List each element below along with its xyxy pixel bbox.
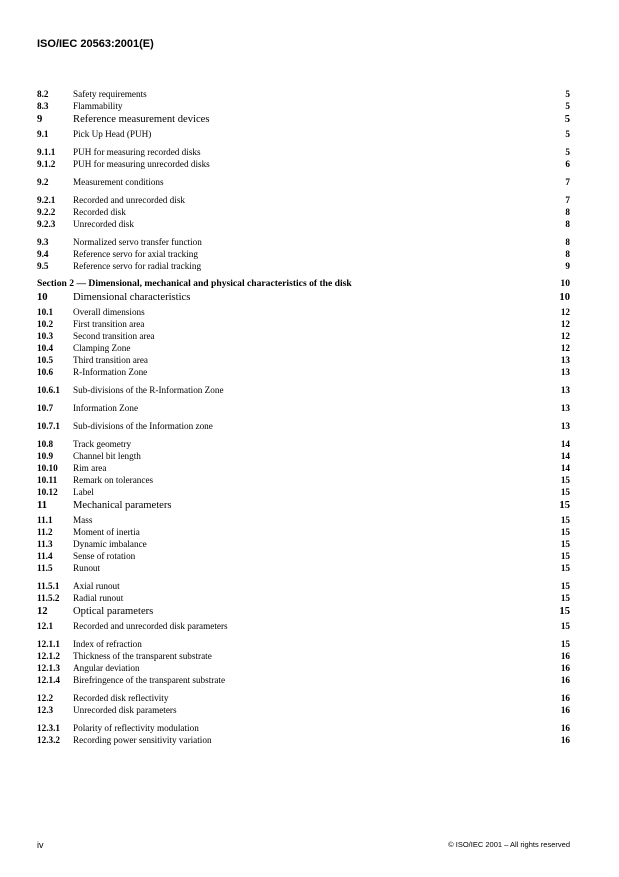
- toc-entry: [37, 620, 570, 632]
- toc-entry: [37, 176, 570, 188]
- toc-entry: [37, 538, 570, 550]
- toc-entry-page: 13: [560, 421, 570, 431]
- toc-entry-title: R-Information Zone: [73, 367, 148, 377]
- toc-entry: [37, 100, 570, 112]
- toc-entry-title: Radial runout: [73, 593, 124, 603]
- toc-entry-page: 15: [560, 539, 570, 549]
- toc-entry: [37, 206, 570, 218]
- toc-entry-title: Information Zone: [73, 403, 139, 413]
- toc-entry: [37, 486, 570, 498]
- toc-entry-title: Dynamic imbalance: [73, 539, 147, 549]
- toc-entry: [37, 128, 570, 140]
- toc-entry-number: 12.2: [37, 693, 54, 703]
- toc-entry-title: Polarity of reflectivity modulation: [73, 723, 199, 733]
- toc-entry-number: 10.7: [37, 403, 54, 413]
- toc-entry-title: Recorded disk reflectivity: [73, 693, 169, 703]
- toc-entry: [37, 704, 570, 716]
- table-of-contents: [37, 88, 570, 746]
- toc-entry-page: 12: [560, 343, 570, 353]
- toc-entry-title: Unrecorded disk parameters: [73, 705, 177, 715]
- toc-entry: [37, 498, 570, 514]
- toc-entry: [37, 366, 570, 378]
- toc-entry-page: 13: [560, 355, 570, 365]
- toc-entry-page: 10: [560, 278, 570, 289]
- toc-entry: [37, 450, 570, 462]
- toc-entry-title: Measurement conditions: [73, 177, 164, 187]
- toc-entry-number: 11.5.2: [37, 593, 60, 603]
- toc-entry-page: 5: [565, 147, 570, 157]
- toc-entry-title: Optical parameters: [73, 606, 154, 617]
- toc-entry: [37, 420, 570, 432]
- toc-entry-number: 12: [37, 606, 48, 617]
- toc-entry-number: 10.7.1: [37, 421, 60, 431]
- toc-entry-page: 12: [560, 331, 570, 341]
- toc-entry-page: 15: [560, 639, 570, 649]
- toc-entry-title: Sub-divisions of the R-Information Zone: [73, 385, 224, 395]
- toc-entry-page: 13: [560, 403, 570, 413]
- toc-entry-page: 14: [560, 463, 570, 473]
- toc-entry: [37, 514, 570, 526]
- toc-section-heading: [37, 278, 570, 290]
- toc-entry-number: 11.3: [37, 539, 53, 549]
- toc-entry-page: 14: [560, 439, 570, 449]
- toc-entry-number: 10.6.1: [37, 385, 60, 395]
- toc-entry-number: 12.3.1: [37, 723, 60, 733]
- toc-entry-title: Unrecorded disk: [73, 219, 134, 229]
- toc-entry-page: 13: [560, 367, 570, 377]
- toc-entry-number: 10.6: [37, 367, 54, 377]
- toc-entry-number: 8.2: [37, 89, 49, 99]
- toc-entry-page: 15: [560, 515, 570, 525]
- toc-entry-number: 9.2: [37, 177, 49, 187]
- document-header: ISO/IEC 20563:2001(E): [37, 38, 154, 50]
- toc-entry-page: 16: [560, 723, 570, 733]
- footer-page-number: iv: [37, 840, 44, 850]
- toc-entry-title: Safety requirements: [73, 89, 147, 99]
- toc-entry: [37, 158, 570, 170]
- toc-entry-page: 8: [565, 219, 570, 229]
- toc-entry-page: 15: [560, 527, 570, 537]
- toc-entry-number: 10.2: [37, 319, 54, 329]
- toc-entry-number: 10.12: [37, 487, 58, 497]
- toc-entry-number: 12.1.1: [37, 639, 60, 649]
- toc-entry: [37, 650, 570, 662]
- toc-entry-page: 5: [564, 114, 570, 125]
- toc-entry-number: 9.1: [37, 129, 49, 139]
- toc-entry-title: Recorded and unrecorded disk parameters: [73, 621, 228, 631]
- toc-entry: [37, 194, 570, 206]
- toc-entry-title: First transition area: [73, 319, 145, 329]
- toc-entry-page: 7: [565, 177, 570, 187]
- toc-entry-number: 12.1: [37, 621, 54, 631]
- toc-entry-title: Birefringence of the transparent substrate: [73, 675, 226, 685]
- toc-entry: [37, 248, 570, 260]
- toc-entry: [37, 146, 570, 158]
- toc-entry-title: Channel bit length: [73, 451, 141, 461]
- toc-entry-number: 12.1.3: [37, 663, 60, 673]
- toc-entry-number: 10: [37, 292, 48, 303]
- toc-entry: [37, 354, 570, 366]
- toc-entry: [37, 438, 570, 450]
- toc-entry-title: Mass: [73, 515, 93, 525]
- toc-entry-number: 9.1.1: [37, 147, 56, 157]
- toc-entry-number: 10.3: [37, 331, 54, 341]
- toc-entry-number: 10.8: [37, 439, 54, 449]
- toc-entry-number: 9.5: [37, 261, 49, 271]
- toc-entry: [37, 236, 570, 248]
- toc-entry: [37, 550, 570, 562]
- toc-entry-title: Flammability: [73, 101, 123, 111]
- toc-entry: [37, 112, 570, 128]
- toc-entry-title: Angular deviation: [73, 663, 140, 673]
- toc-entry: [37, 88, 570, 100]
- toc-entry-page: 12: [560, 307, 570, 317]
- toc-entry: [37, 692, 570, 704]
- toc-entry-page: 16: [560, 735, 570, 745]
- toc-entry-page: 5: [565, 129, 570, 139]
- toc-entry-number: 9.2.2: [37, 207, 56, 217]
- toc-entry-page: 5: [565, 101, 570, 111]
- toc-entry: [37, 592, 570, 604]
- toc-entry-title: Dimensional characteristics: [73, 292, 191, 303]
- toc-entry-title: Track geometry: [73, 439, 132, 449]
- toc-entry-page: 16: [560, 693, 570, 703]
- toc-entry-number: 12.1.4: [37, 675, 60, 685]
- toc-entry-title: Sub-divisions of the Information zone: [73, 421, 213, 431]
- toc-entry: [37, 330, 570, 342]
- toc-entry: [37, 402, 570, 414]
- toc-entry-page: 16: [560, 675, 570, 685]
- toc-entry-title: PUH for measuring unrecorded disks: [73, 159, 210, 169]
- toc-entry-number: 10.1: [37, 307, 54, 317]
- toc-entry: [37, 562, 570, 574]
- toc-entry-title: Overall dimensions: [73, 307, 145, 317]
- toc-entry-number: 10.9: [37, 451, 54, 461]
- toc-entry-page: 14: [560, 451, 570, 461]
- toc-entry: [37, 662, 570, 674]
- toc-entry: [37, 604, 570, 620]
- toc-entry-title: Recorded and unrecorded disk: [73, 195, 185, 205]
- toc-entry-number: 10.5: [37, 355, 54, 365]
- toc-entry-page: 13: [560, 385, 570, 395]
- toc-entry: [37, 260, 570, 272]
- toc-entry-number: 12.3.2: [37, 735, 60, 745]
- toc-entry-number: 11.4: [37, 551, 53, 561]
- toc-entry-title: Normalized servo transfer function: [73, 237, 202, 247]
- toc-entry: [37, 526, 570, 538]
- toc-entry-page: 16: [560, 705, 570, 715]
- toc-entry-page: 8: [565, 207, 570, 217]
- toc-entry: [37, 290, 570, 306]
- toc-entry-title: Recorded disk: [73, 207, 126, 217]
- toc-entry-number: 10.4: [37, 343, 54, 353]
- toc-entry-title: Reference servo for axial tracking: [73, 249, 198, 259]
- toc-entry-number: 10.10: [37, 463, 58, 473]
- toc-entry-number: 9.3: [37, 237, 49, 247]
- toc-entry-title: Index of refraction: [73, 639, 142, 649]
- toc-entry-page: 5: [565, 89, 570, 99]
- toc-entry: [37, 580, 570, 592]
- toc-entry-title: Reference measurement devices: [73, 114, 210, 125]
- toc-entry: [37, 218, 570, 230]
- toc-entry: [37, 342, 570, 354]
- toc-entry-number: 9.1.2: [37, 159, 56, 169]
- toc-entry-number: 12.1.2: [37, 651, 60, 661]
- toc-entry-page: 15: [560, 551, 570, 561]
- toc-entry: [37, 384, 570, 396]
- toc-entry-number: 11.5: [37, 563, 53, 573]
- toc-entry-page: 12: [560, 319, 570, 329]
- toc-entry-number: 9.2.1: [37, 195, 56, 205]
- toc-entry-page: 16: [560, 663, 570, 673]
- toc-entry-page: 15: [560, 487, 570, 497]
- toc-entry-page: 15: [560, 563, 570, 573]
- toc-entry-title: Runout: [73, 563, 101, 573]
- toc-entry-title: Rim area: [73, 463, 107, 473]
- toc-entry-page: 15: [559, 500, 570, 511]
- toc-entry-number: 11.5.1: [37, 581, 60, 591]
- toc-entry-title: Clamping Zone: [73, 343, 131, 353]
- toc-entry: [37, 462, 570, 474]
- toc-entry-title: Third transition area: [73, 355, 149, 365]
- footer-copyright: © ISO/IEC 2001 – All rights reserved: [448, 840, 570, 849]
- toc-entry: [37, 318, 570, 330]
- toc-entry-title: Mechanical parameters: [73, 500, 172, 511]
- toc-entry-page: 9: [565, 261, 570, 271]
- toc-entry: [37, 734, 570, 746]
- toc-entry-title: Axial runout: [73, 581, 120, 591]
- toc-entry: [37, 306, 570, 318]
- toc-entry-title: Sense of rotation: [73, 551, 136, 561]
- toc-entry-number: 10.11: [37, 475, 58, 485]
- toc-entry-title: Section 2 — Dimensional, mechanical and physical characteristics of the disk: [37, 278, 352, 289]
- toc-entry-number: 9.4: [37, 249, 49, 259]
- toc-entry-title: Second transition area: [73, 331, 155, 341]
- toc-entry-title: Reference servo for radial tracking: [73, 261, 202, 271]
- toc-entry-title: Recording power sensitivity variation: [73, 735, 212, 745]
- toc-entry-number: 9: [37, 114, 43, 125]
- toc-entry-number: 9.2.3: [37, 219, 56, 229]
- toc-entry-page: 15: [560, 475, 570, 485]
- toc-entry-title: Remark on tolerances: [73, 475, 154, 485]
- toc-entry-page: 8: [565, 249, 570, 259]
- toc-entry-page: 15: [560, 593, 570, 603]
- toc-entry-title: Moment of inertia: [73, 527, 140, 537]
- toc-entry: [37, 474, 570, 486]
- toc-entry-number: 8.3: [37, 101, 49, 111]
- toc-entry-title: PUH for measuring recorded disks: [73, 147, 201, 157]
- toc-entry-page: 16: [560, 651, 570, 661]
- toc-entry-page: 15: [559, 606, 570, 617]
- toc-entry: [37, 674, 570, 686]
- toc-entry-page: 15: [560, 581, 570, 591]
- toc-entry-title: Thickness of the transparent substrate: [73, 651, 212, 661]
- toc-entry-title: Label: [73, 487, 94, 497]
- toc-entry-page: 7: [565, 195, 570, 205]
- toc-entry-page: 6: [565, 159, 570, 169]
- toc-entry-page: 15: [560, 621, 570, 631]
- toc-entry-number: 12.3: [37, 705, 54, 715]
- toc-entry: [37, 638, 570, 650]
- toc-entry-number: 11: [37, 500, 48, 511]
- toc-entry-number: 11.2: [37, 527, 53, 537]
- toc-entry-number: 11.1: [37, 515, 53, 525]
- toc-entry: [37, 722, 570, 734]
- toc-entry-title: Pick Up Head (PUH): [73, 129, 152, 139]
- toc-entry-page: 10: [559, 292, 570, 303]
- toc-entry-page: 8: [565, 237, 570, 247]
